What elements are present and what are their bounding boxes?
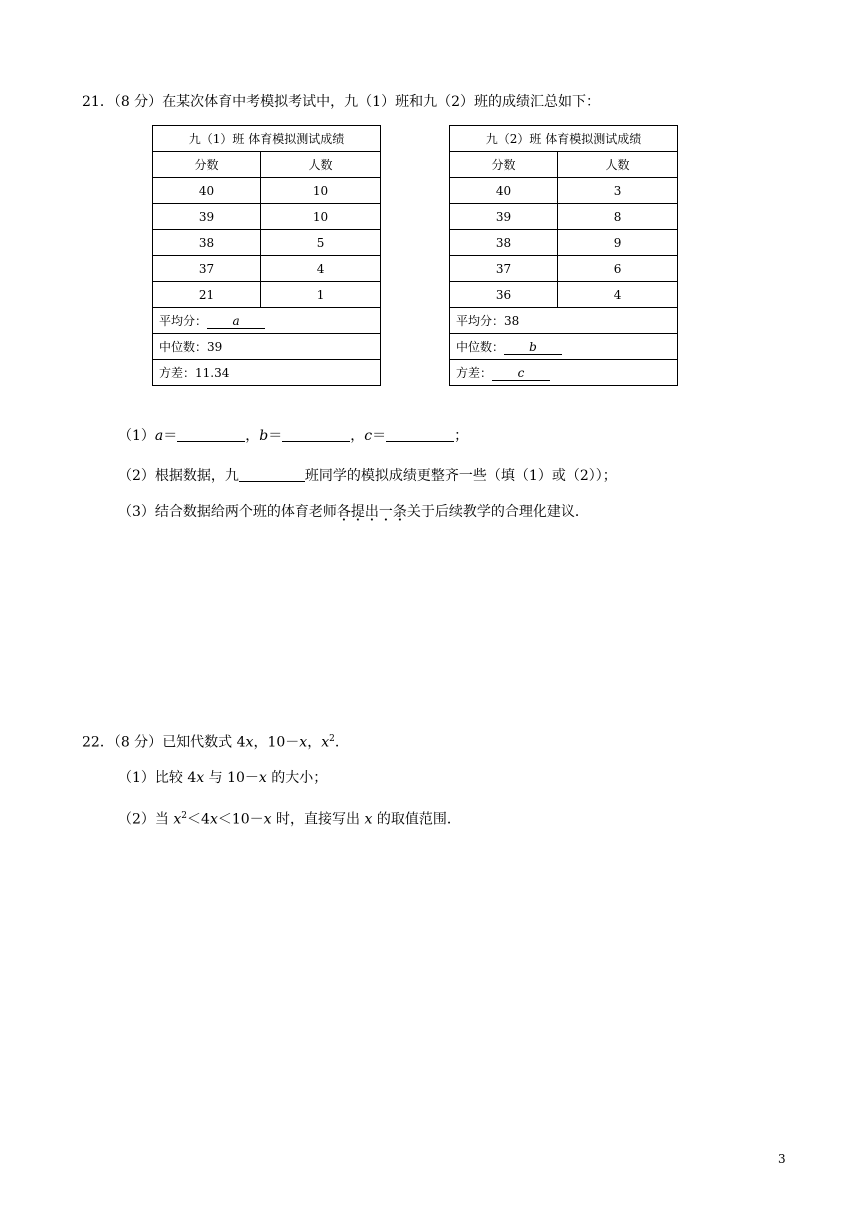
table-row [450, 178, 678, 204]
q22-sub1 [118, 768, 327, 788]
q22-sub1-text-a: 比较 4 [154, 770, 197, 786]
table-cell: 3 [558, 178, 678, 204]
superscript-2: 2 [329, 734, 335, 744]
q22-stem-before: 已知代数式 4 [162, 734, 246, 751]
class2-median-row [450, 334, 678, 360]
q21-sub2-after: 班同学的模拟成绩更整齐一些（填（1）或（2））； [304, 468, 617, 484]
table-row [450, 204, 678, 230]
q22-sub2-prefix: （2） [118, 811, 155, 828]
var-c: c [364, 428, 373, 444]
table-row [153, 230, 381, 256]
q21-sub1-prefix: （1） [118, 428, 155, 444]
class2-median-label: 中位数： [456, 340, 505, 354]
table-row [153, 204, 381, 230]
table-cell: 39 [153, 204, 261, 230]
table-cell: 4 [261, 256, 381, 282]
comma: ， [245, 428, 260, 444]
var-x: x [196, 770, 205, 786]
class2-median-value: b [504, 341, 562, 355]
q21-sub2-before: 根据数据，九 [154, 468, 239, 484]
table-cell: 36 [450, 282, 558, 308]
comma: ， [350, 428, 365, 444]
var-b: b [259, 428, 269, 444]
table-cell: 6 [558, 256, 678, 282]
table-cell: 40 [153, 178, 261, 204]
class1-median-row [153, 334, 381, 360]
var-a: a [154, 428, 164, 444]
class2-table-title: 九（2）班 体育模拟测试成绩 [450, 126, 678, 152]
q22-number: 22． [82, 734, 114, 751]
emphasis-char: 各 [336, 504, 351, 520]
q22-sub2-text-b: 时，直接写出 [271, 811, 365, 828]
emphasis-char: 条 [392, 504, 407, 520]
equals-sign: ＝ [372, 428, 387, 444]
table-row [450, 256, 678, 282]
table-row [450, 282, 678, 308]
superscript-2: 2 [181, 811, 188, 821]
class1-variance-label: 方差： [159, 366, 196, 380]
class2-mean-row [450, 308, 678, 334]
class1-header-score: 分数 [153, 152, 261, 178]
table-cell: 4 [558, 282, 678, 308]
q21-sub3-before: 结合数据给两个班的体育老师 [154, 504, 337, 520]
less-than-4: ＜4 [187, 811, 210, 828]
class1-variance-value: 11.34 [195, 366, 230, 380]
class2-variance-row [450, 360, 678, 386]
table-cell: 5 [261, 230, 381, 256]
table-row [450, 230, 678, 256]
emphasis-char: 出 [364, 504, 379, 520]
class1-variance-row [153, 360, 381, 386]
answer-blank-c[interactable] [386, 427, 454, 442]
class1-mean-row [153, 308, 381, 334]
period: . [334, 734, 340, 751]
less-than-10-minus: ＜10－ [217, 811, 264, 828]
q22-sub1-text-b: 与 10－ [204, 770, 259, 786]
table-cell: 37 [450, 256, 558, 282]
class2-mean-label: 平均分： [456, 314, 505, 328]
q21-sub3 [118, 502, 589, 522]
table-cell: 40 [450, 178, 558, 204]
class1-table-title: 九（1）班 体育模拟测试成绩 [153, 126, 381, 152]
class2-header-score: 分数 [450, 152, 558, 178]
var-x: x [364, 811, 373, 828]
comma: ， [253, 734, 268, 751]
q22-sub2 [118, 806, 461, 830]
q22-sub1-prefix: （1） [118, 770, 155, 786]
q21-stem-line [82, 92, 600, 112]
table-cell: 10 [261, 204, 381, 230]
table-cell: 8 [558, 204, 678, 230]
table-cell: 37 [153, 256, 261, 282]
class2-score-table [449, 125, 678, 386]
var-x: x [173, 811, 182, 828]
table-cell: 9 [558, 230, 678, 256]
emphasis-char: 提 [350, 504, 365, 520]
table-cell: 39 [450, 204, 558, 230]
q22-sub2-text-a: 当 [154, 811, 174, 828]
class1-mean-value: a [207, 315, 265, 329]
ten-minus: 10－ [267, 734, 300, 751]
q21-number: 21． [82, 94, 114, 110]
class1-mean-label: 平均分： [159, 314, 208, 328]
table-cell: 21 [153, 282, 261, 308]
table-row [153, 178, 381, 204]
var-x: x [209, 811, 218, 828]
semicolon: ； [454, 428, 469, 444]
q21-stem: 在某次体育中考模拟考试中，九（1）班和九（2）班的成绩汇总如下： [162, 94, 601, 110]
q22-sub1-text-c: 的大小； [266, 770, 328, 786]
answer-blank-a[interactable] [177, 427, 245, 442]
q22-sub2-text-c: 的取值范围． [372, 811, 461, 828]
answer-blank-b[interactable] [282, 427, 350, 442]
var-x: x [258, 770, 267, 786]
table-cell: 38 [450, 230, 558, 256]
answer-blank-class[interactable] [239, 467, 305, 482]
class1-score-table [152, 125, 381, 386]
q21-sub1 [118, 426, 468, 446]
class1-median-label: 中位数： [159, 340, 208, 354]
var-x: x [263, 811, 272, 828]
var-x: x [321, 734, 330, 751]
q22-score: （8 分） [113, 734, 163, 751]
var-x: x [245, 734, 254, 751]
table-row [153, 282, 381, 308]
page-number: 3 [778, 1152, 786, 1166]
comma: ， [307, 734, 322, 751]
class1-median-value: 39 [207, 340, 223, 354]
var-x: x [299, 734, 308, 751]
table-cell: 1 [261, 282, 381, 308]
table-cell: 10 [261, 178, 381, 204]
q21-score: （8 分） [113, 94, 163, 110]
table-cell: 38 [153, 230, 261, 256]
equals-sign: ＝ [268, 428, 283, 444]
q22-stem-line [82, 729, 339, 753]
class2-header-count: 人数 [558, 152, 678, 178]
class1-header-count: 人数 [261, 152, 381, 178]
class2-variance-label: 方差： [456, 366, 493, 380]
emphasis-char: 一 [378, 504, 393, 520]
class2-mean-value: 38 [504, 314, 520, 328]
q21-sub3-prefix: （3） [118, 504, 155, 520]
class2-variance-value: c [492, 367, 550, 381]
q21-sub2 [118, 466, 617, 486]
q21-sub3-after: 关于后续教学的合理化建议． [406, 504, 589, 520]
q21-sub2-prefix: （2） [118, 468, 155, 484]
equals-sign: ＝ [163, 428, 178, 444]
table-row [153, 256, 381, 282]
